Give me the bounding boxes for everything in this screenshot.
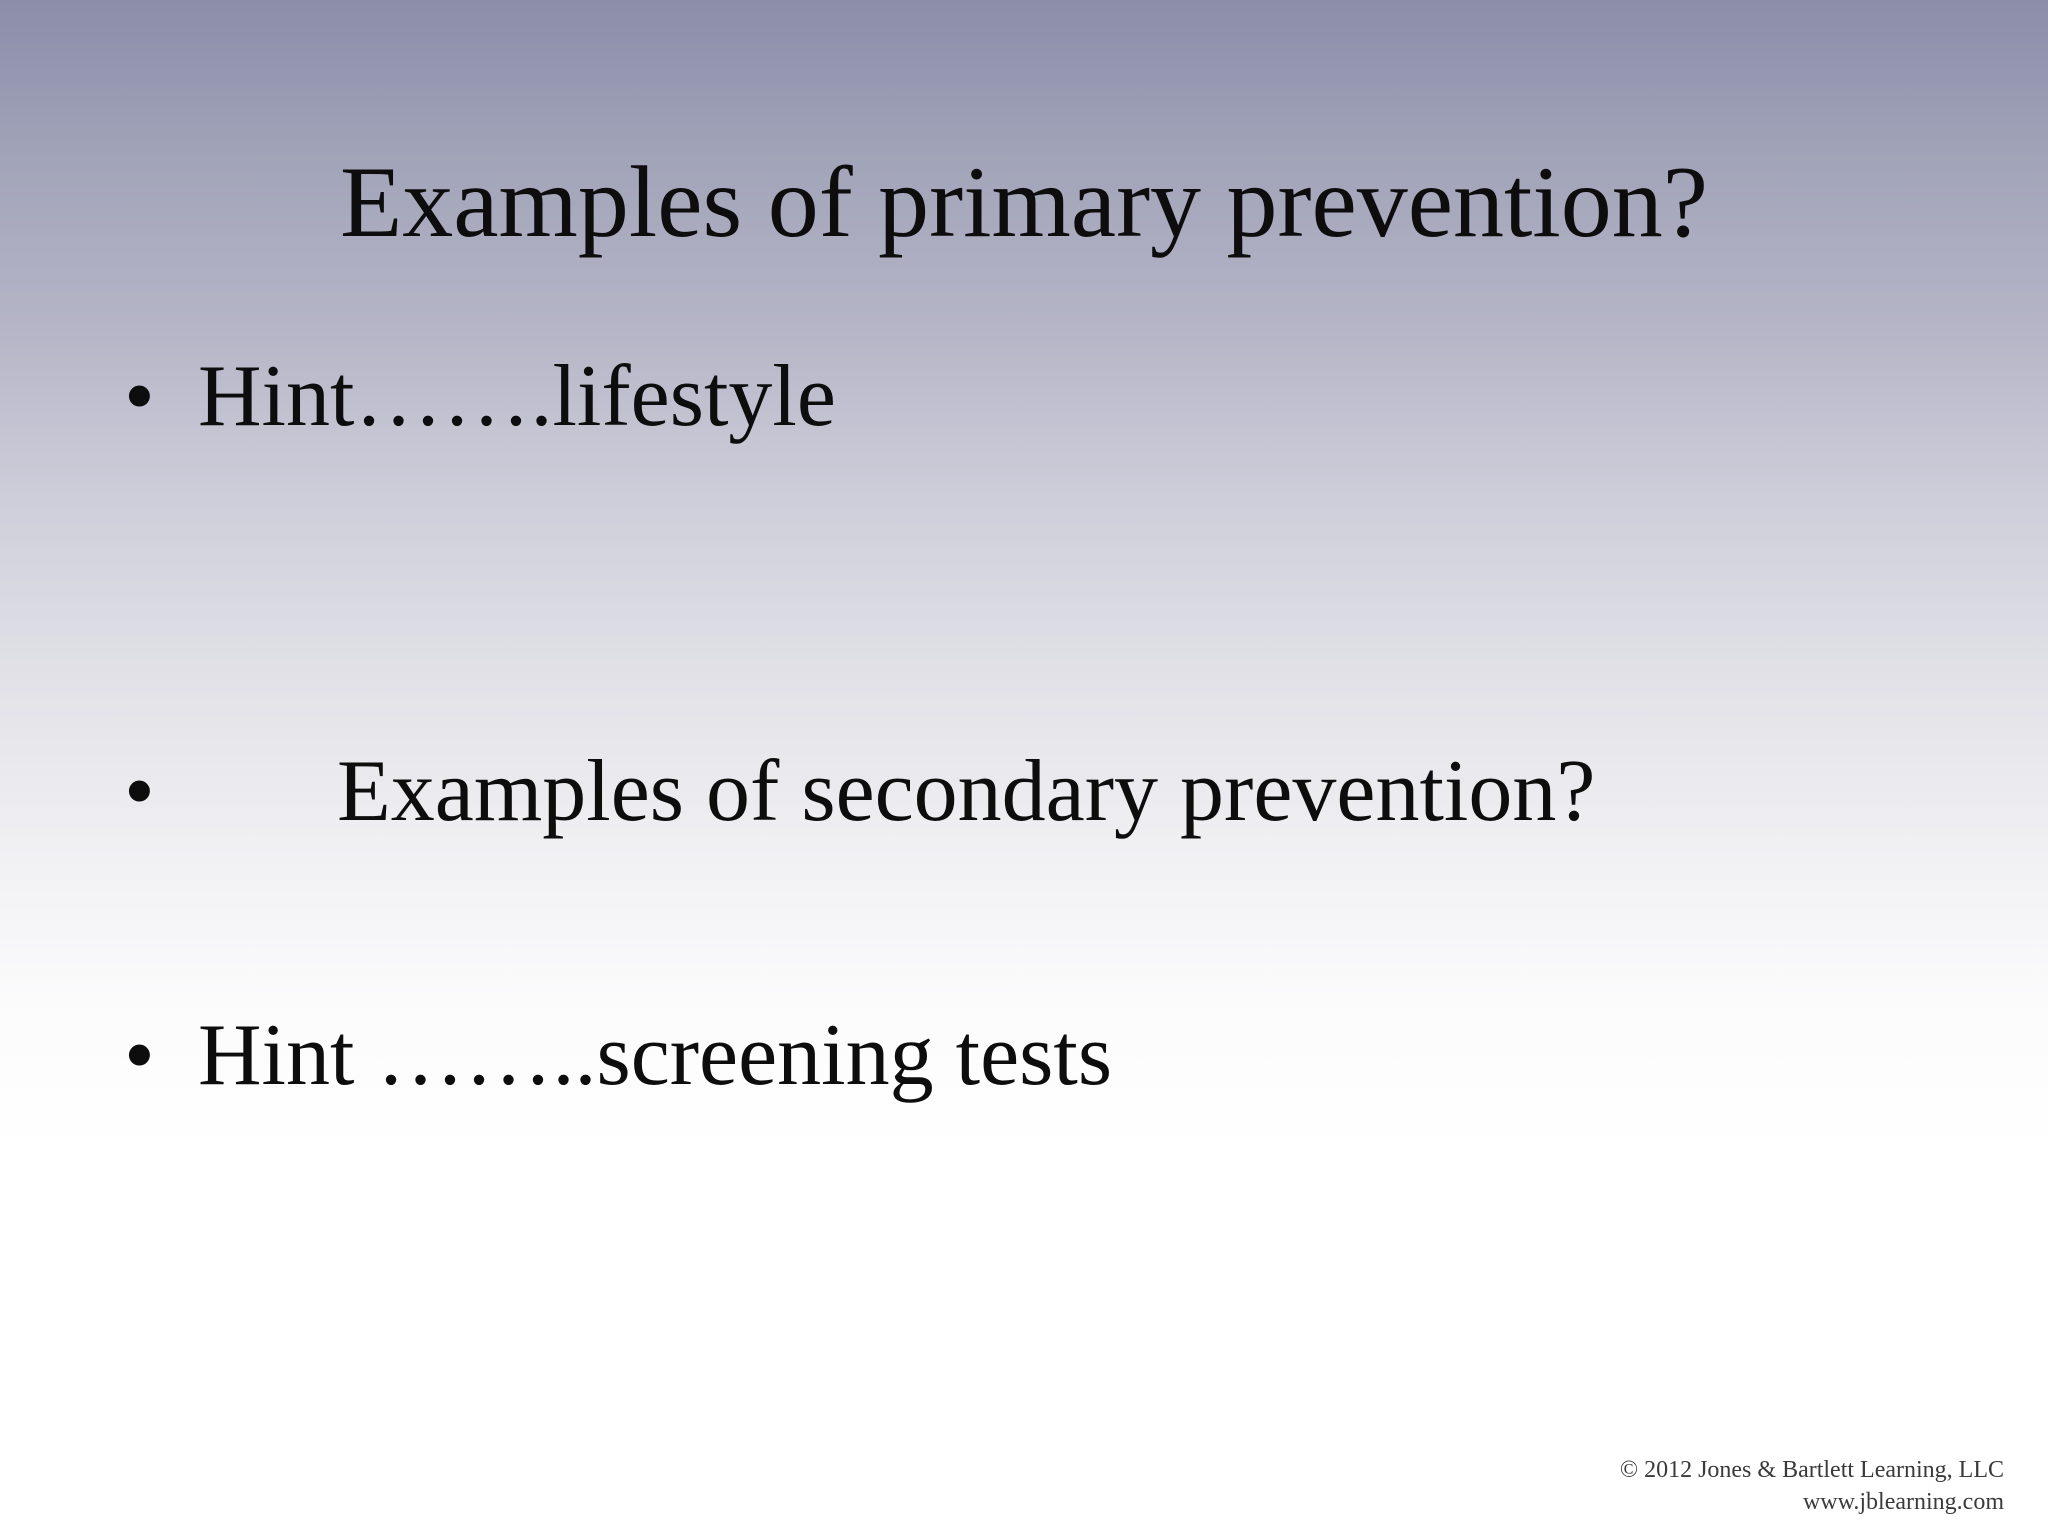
- bullet-dot-icon: •: [124, 1007, 155, 1104]
- bullet-text-2: Examples of secondary prevention?: [337, 743, 1596, 840]
- bullet-text-3: Hint ……..screening tests: [198, 1007, 1113, 1104]
- copyright-footer: [1620, 1454, 2004, 1518]
- copyright-notice: © 2012 Jones & Bartlett Learning, LLC: [1619, 1457, 2004, 1483]
- website-url: www.jblearning.com: [1802, 1489, 2004, 1515]
- bullet-text-1: Hint…….lifestyle: [198, 348, 836, 445]
- slide-title: Examples of primary prevention?: [339, 146, 1709, 259]
- bullet-dot-icon: •: [124, 743, 155, 840]
- bullet-dot-icon: •: [124, 348, 155, 445]
